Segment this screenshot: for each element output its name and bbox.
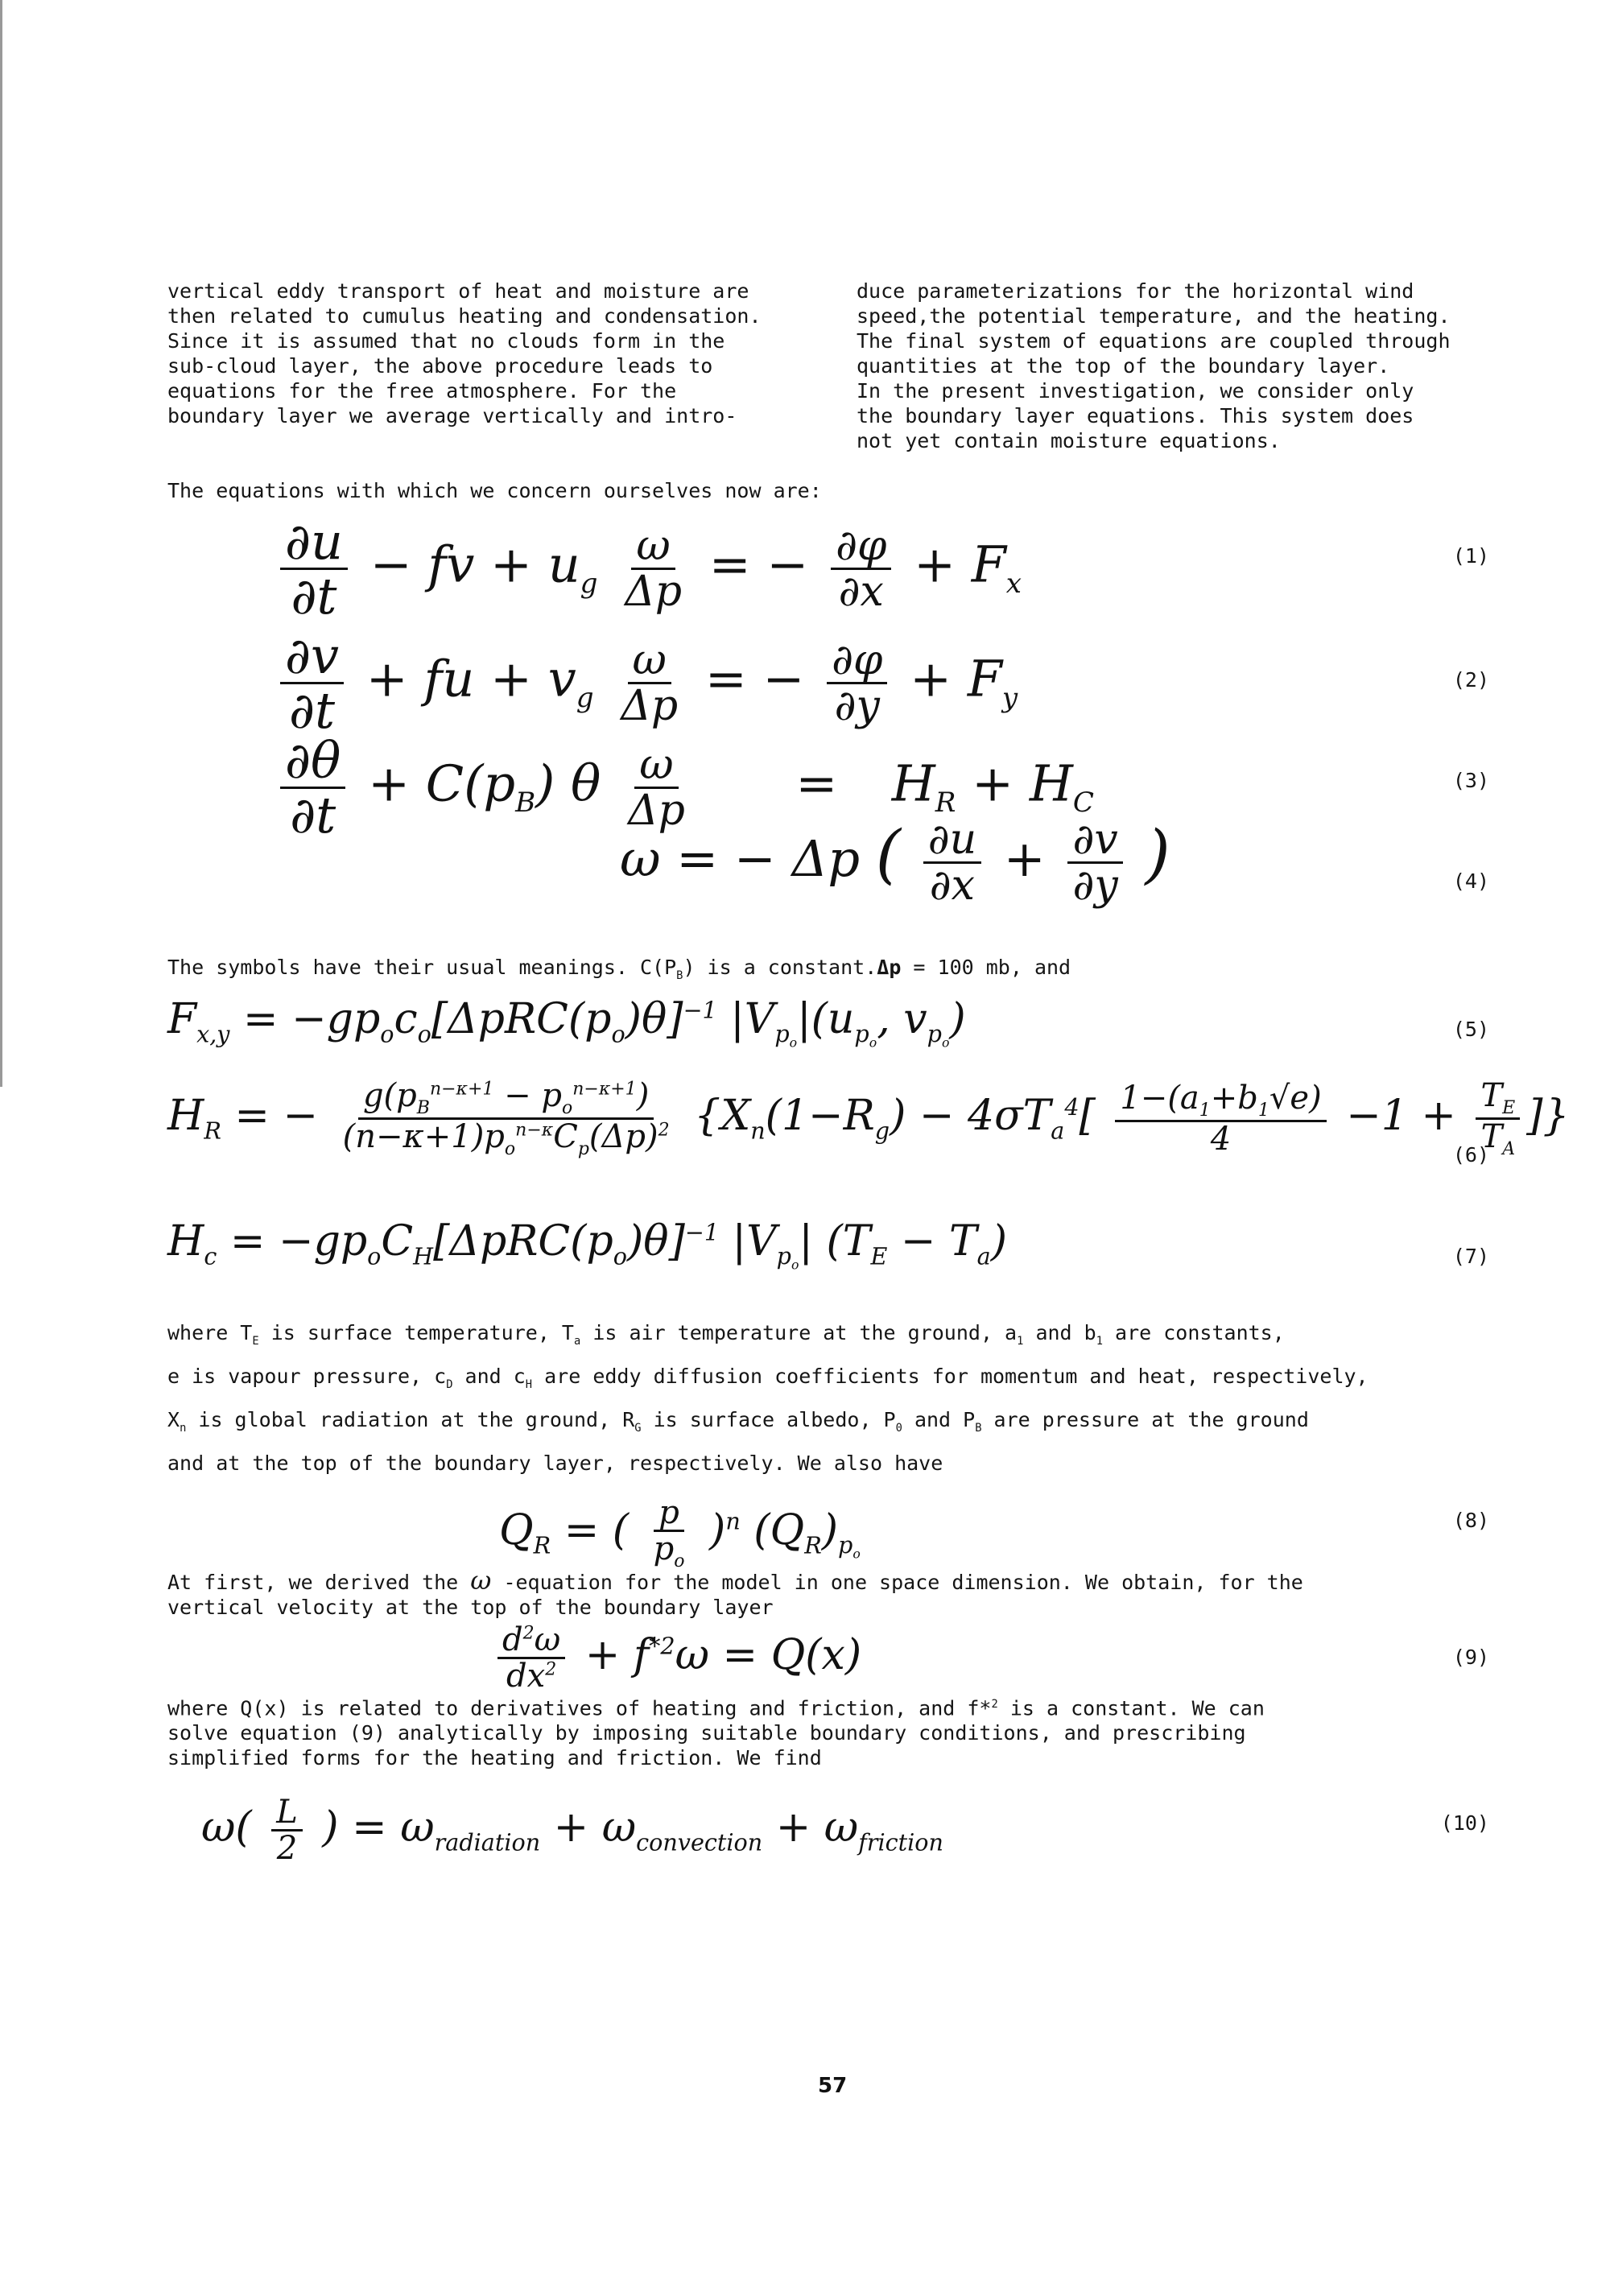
equations-intro: The equations with which we concern ourselves now are:: [167, 479, 822, 502]
omega-line-2: vertical velocity at the top of the boundary layer: [167, 1596, 774, 1619]
q-1b: is a constant. We can: [997, 1696, 1265, 1720]
where-line-4: and at the top of the boundary layer, respectively. We also have: [167, 1452, 943, 1475]
q-line-1: [167, 1692, 1488, 1720]
equation-8: $Q_R$ = ( $\frac{p}{p_o}$ )$^n$ $(Q_R)_{p_o}$: [499, 1494, 861, 1571]
where-1d: a: [573, 1335, 581, 1348]
equation-6: $H_R$ = − $\frac{g(p_B^{n-\kappa+1} - p_o^{n-\kappa+1})}{(n-\kappa+1)p_o^{n-\kappa}C_p(\Delta p)^2}$ {$X_n(1-R_g) - 4\sigma T_a^4$[ $\frac{1-(a_1+b_1√e)}{4}$ −1 + $\frac{T_E}{T_A}$ ]}: [167, 1077, 1570, 1160]
symbols-text-b: ) is a constant.: [683, 956, 877, 979]
symbols-text-sub: B: [676, 969, 683, 982]
where-line-2: [167, 1364, 1488, 1398]
equation-9: $\frac{d^2\omega}{dx^2}$ + $f^{*2}\omega = Q(x)$: [491, 1623, 861, 1693]
where-2b: D: [446, 1378, 453, 1391]
where-1e: is air temperature at the ground, a: [580, 1321, 1018, 1344]
intro-right-text: duce parameterizations for the horizontal wind speed,the potential temperature, and the heating. The final system of equations are coupled through quantities at the top of the boundary layer. In the present investigation, we consider only the boundary layer equations. This system does not yet contain moisture equations.: [857, 279, 1451, 452]
where-2d: H: [525, 1378, 533, 1391]
equation-number-3: (3): [1452, 769, 1489, 792]
equation-number-10: (10): [1440, 1811, 1489, 1835]
equation-number-2: (2): [1452, 668, 1489, 692]
symbols-delta: Δp: [877, 956, 902, 979]
where-2a: e is vapour pressure, c: [167, 1365, 447, 1388]
where-3h: B: [975, 1422, 982, 1435]
intro-left-text: vertical eddy transport of heat and moisture are then related to cumulus heating and condensation. Since it is assumed that no clouds form in the sub-cloud layer, the above procedure leads to equations for the free atmosphere. For the boundary layer we average vertically and intro-: [167, 279, 762, 427]
equation-number-7: (7): [1452, 1245, 1489, 1268]
page-number: 57: [818, 2074, 848, 2098]
q-1sup: 2: [991, 1698, 998, 1711]
omega-text: [167, 1565, 1488, 1620]
equation-number-6: (6): [1452, 1143, 1489, 1167]
where-3d: G: [634, 1422, 642, 1435]
equation-number-4: (4): [1452, 869, 1489, 893]
q-1a: where Q(x) is related to derivatives of heating and friction, and f*: [167, 1696, 992, 1720]
where-3g: and P: [902, 1408, 976, 1431]
omega-line-1: [167, 1565, 1488, 1596]
equation-3: $\frac{\partial\theta}{\partial t}$ + $C(p_B)$ θ $\frac{\omega}{\Delta p}$ = $H_R + H_C$: [274, 734, 1094, 841]
q-line-3: simplified forms for the heating and friction. We find: [167, 1746, 822, 1770]
where-1c: is surface temperature, T: [258, 1321, 574, 1344]
where-line-3: [167, 1407, 1488, 1441]
q-line-2: solve equation (9) analytically by imposing suitable boundary conditions, and prescribing: [167, 1721, 1246, 1745]
equation-number-1: (1): [1452, 544, 1489, 568]
where-1g: and b: [1023, 1321, 1096, 1344]
intro-left-column: [167, 279, 787, 428]
where-2e: are eddy diffusion coefficients for momentum and heat, respectively,: [532, 1365, 1368, 1388]
where-1i: are constants,: [1103, 1321, 1285, 1344]
equation-2: $\frac{\partial v}{\partial t}$ + fu + $v_g$ $\frac{\omega}{\Delta p}$ = − $\frac{\partial\varphi}{\partial y}$ + $F_y$: [274, 630, 1018, 737]
where-line-1: [167, 1320, 1488, 1354]
where-2c: and c: [452, 1365, 526, 1388]
equation-7: $H_c = -gp_oC_H[\Delta pRC(p_o)\theta]^{-1}$ $|V_{p_o}|$ $(T_E - T_a)$: [167, 1217, 1007, 1274]
equation-number-5: (5): [1452, 1018, 1489, 1041]
symbols-text-c: = 100 mb, and: [901, 956, 1071, 979]
omega-1a: At first, we derived the: [167, 1571, 459, 1594]
where-3a: X: [167, 1408, 180, 1431]
where-1b: E: [252, 1335, 259, 1348]
where-block: [167, 1320, 1488, 1476]
equation-number-9: (9): [1452, 1646, 1489, 1669]
equation-number-8: (8): [1452, 1509, 1489, 1532]
equation-10: ω( $\frac{L}{2}$ ) = $\omega_{radiation} + \omega_{convection} + \omega_{friction}$: [201, 1794, 943, 1867]
omega-1b: -equation for the model in one space dimension. We obtain, for the: [503, 1571, 1303, 1594]
intro-right-column: [857, 279, 1478, 453]
where-3i: are pressure at the ground: [981, 1408, 1309, 1431]
where-3c: is global radiation at the ground, R: [186, 1408, 635, 1431]
where-1f: 1: [1017, 1335, 1024, 1348]
symbols-text-a: The symbols have their usual meanings. C(P: [167, 956, 677, 979]
where-1h: 1: [1096, 1335, 1103, 1348]
scan-edge-mark: [0, 0, 2, 1087]
equation-5: $F_{x,y} = -gp_oc_o[\Delta pRC(p_o)\theta]^{-1}$ $|V_{p_o}|(u_{p_o}$, $v_{p_o}$): [167, 995, 966, 1051]
q-text: [167, 1692, 1488, 1770]
where-1a: where T: [167, 1321, 253, 1344]
where-3e: is surface albedo, P: [641, 1408, 896, 1431]
equation-4: ω = − Δp ( $\frac{\partial u}{\partial x}$ + $\frac{\partial v}{\partial y}$ ): [620, 815, 1170, 911]
symbols-text: [167, 955, 1071, 989]
where-3b: n: [180, 1422, 187, 1435]
equation-1: $\frac{\partial u}{\partial t}$ − fv + $u_g$ $\frac{\omega}{\Delta p}$ = − $\frac{\partial\varphi}{\partial x}$ + $F_x$: [274, 515, 1022, 622]
where-3f: 0: [895, 1422, 902, 1435]
omega-symbol: ω: [470, 1565, 492, 1596]
